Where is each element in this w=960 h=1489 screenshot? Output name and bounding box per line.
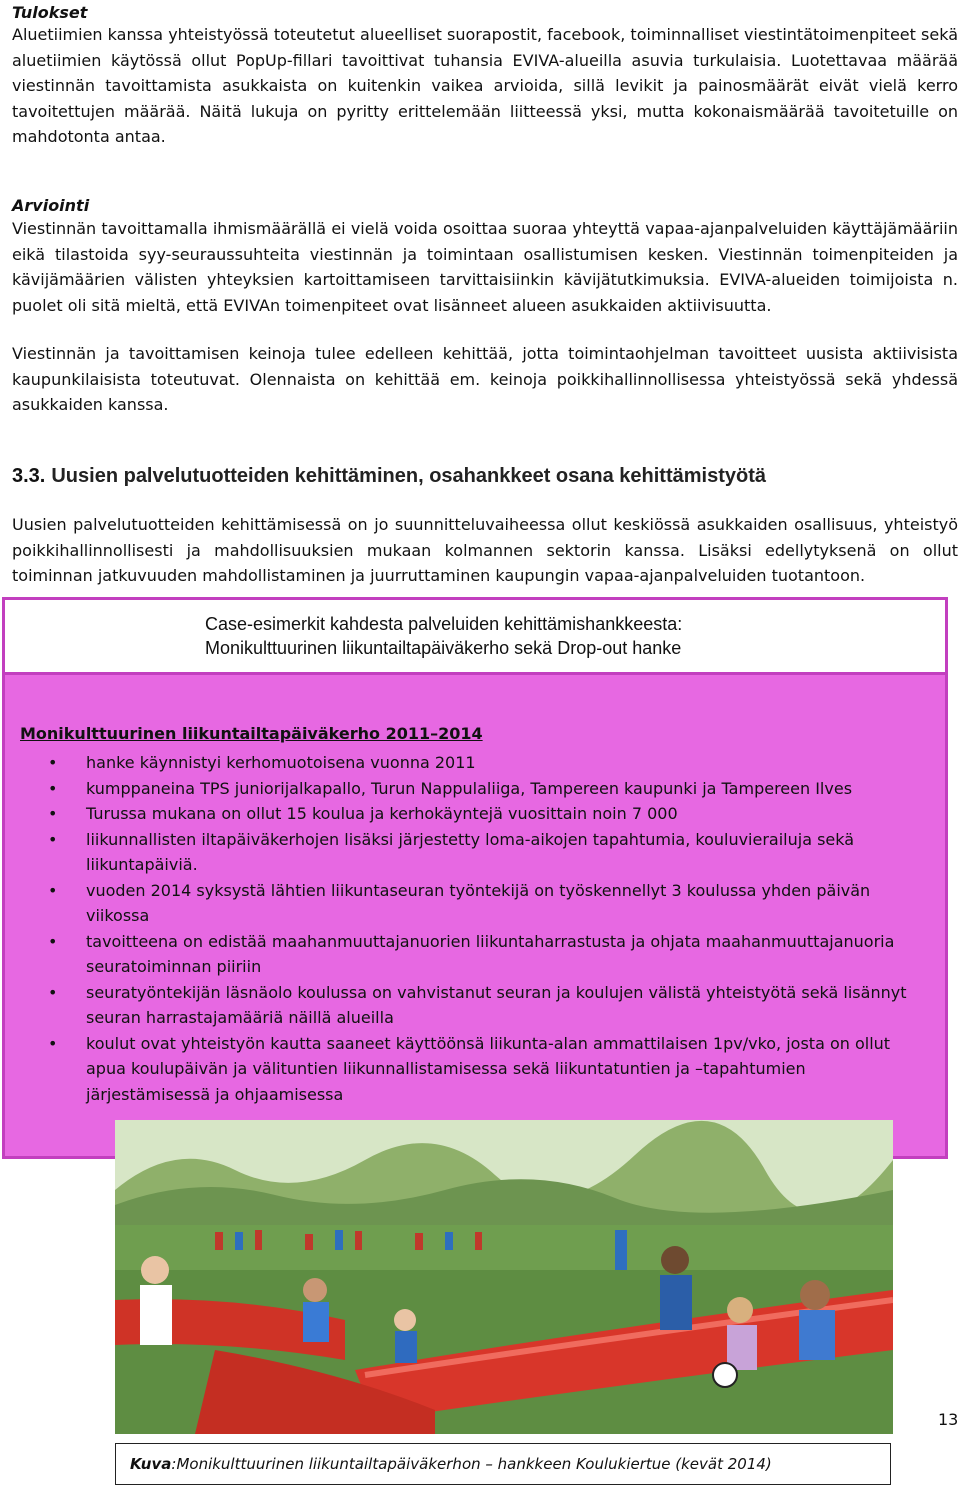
- section-heading: [12, 465, 958, 488]
- tulokset-paragraph: Aluetiimien kanssa yhteistyössä toteutetut alueelliset suorapostit, facebook, toiminnalliset viestintätoimenpiteet sekä aluetiimien käytössä ollut PopUp-fillari tavoittivat tuhansia EVIVA-alueilla asuvia turkulaisia. Luotettavaa määrää viestinnän tavoittamista asukkaista on kuitenkin vaikea arvioida, sillä levikit ja painosmäärät eivät vielä kerro tavoitettujen määrää. Näitä lukuja on pyritty erittelemään liitteessä yksi, mutta kokonaismäärää tavoitetuille on mahdotonta antaa.: [12, 25, 958, 146]
- bullet-icon: •: [48, 829, 58, 849]
- case-title-line-1: Case-esimerkit kahdesta palveluiden kehittämishankkeesta:: [205, 614, 683, 634]
- section-paragraph: Uusien palvelutuotteiden kehittämisessä on jo suunnitteluvaiheessa ollut keskiössä asukkaiden osallisuus, yhteistyö poikkihallinnollisesti ja mahdollisuuksien mukaan kolmannen sektorin kanssa. Lisäksi edellytyksenä on ollut toiminnan jatkuvuuden mahdollistaminen ja juurruttaminen kaupungin vapaa-ajanpalveluiden tuotantoon.: [12, 515, 958, 585]
- list-item: • kumppaneina TPS juniorijalkapallo, Turun Nappulaliiga, Tampereen kaupunki ja Tampereen Ilves: [48, 776, 918, 802]
- photo-caption: [115, 1443, 891, 1485]
- bullet-icon: •: [48, 931, 58, 951]
- list-item: • tavoitteena on edistää maahanmuuttajanuorien liikuntaharrastusta ja ohjata maahanmuuttajanuoria seuratoiminnan piiriin: [48, 929, 918, 980]
- list-item: • hanke käynnistyi kerhomuotoisena vuonna 2011: [48, 750, 918, 776]
- page-number: 13: [938, 1410, 959, 1429]
- bullet-icon: •: [48, 778, 58, 798]
- tulokset-heading: Tulokset: [12, 3, 88, 22]
- photo-illustration: [115, 1120, 893, 1434]
- caption-text: :Monikulttuurinen liikuntailtapäiväkerhon – hankkeen Koulukiertue (kevät 2014): [171, 1455, 772, 1473]
- kerho-bullet-list: [48, 750, 918, 1107]
- section-title: Uusien palvelutuotteiden kehittäminen, osahankkeet osana kehittämistyötä: [51, 465, 766, 487]
- kerho-heading: Monikulttuurinen liikuntailtapäiväkerho 2011–2014: [20, 724, 483, 743]
- case-title-line-2: Monikulttuurinen liikuntailtapäiväkerho sekä Drop-out hanke: [205, 638, 682, 658]
- list-item: • vuoden 2014 syksystä lähtien liikuntaseuran työntekijä on työskennellyt 3 koulussa yhden päivän viikossa: [48, 878, 918, 929]
- arviointi-paragraph-1: Viestinnän tavoittamalla ihmismäärällä ei vielä voida osoittaa suoraa yhteyttä vapaa-ajanpalveluiden käyttäjämääriin eikä tilastoida syy-seuraussuhteita viestinnän ja toimintaan osallistumisen kesken. Viestinnän toimenpiteiden ja kävijämäärien välisten yhteyksien kartoittamiseen tarvittaisiinkin kävijätutkimuksia. EVIVA-alueiden toimijoista n. puolet oli sitä mieltä, että EVIVAn toimenpiteet ovat lisänneet alueen asukkaiden aktiivisuutta.: [12, 219, 958, 315]
- list-item: • liikunnallisten iltapäiväkerhojen lisäksi järjestetty loma-aikojen tapahtumia, kouluvierailuja sekä liikuntapäiviä.: [48, 827, 918, 878]
- bullet-icon: •: [48, 982, 58, 1002]
- bullet-icon: •: [48, 753, 58, 772]
- bullet-icon: •: [48, 1033, 58, 1053]
- arviointi-heading: Arviointi: [12, 196, 90, 215]
- caption-label: Kuva: [130, 1455, 172, 1473]
- bullet-icon: •: [48, 804, 58, 823]
- list-item: • koulut ovat yhteistyön kautta saaneet käyttöönsä liikunta-alan ammattilaisen 1pv/vko, josta on ollut apua koulupäivän ja välituntien liikunnallistamisessa sekä liikuntatuntien ja –tapahtumien järjestämisessä ja ohjaamisessa: [48, 1031, 918, 1108]
- arviointi-paragraph-2: Viestinnän ja tavoittamisen keinoja tulee edelleen kehittää, jotta toimintaohjelman tavoitteet uusista aktiivisista kaupunkilaisista toteutuvat. Olennaista on kehittää em. keinoja poikkihallinnollisessa yhteistyössä sekä yhdessä asukkaiden kanssa.: [12, 344, 958, 414]
- case-title-box: [2, 597, 948, 675]
- kids-obstacle-course-photo: [115, 1120, 893, 1434]
- list-item: • Turussa mukana on ollut 15 koulua ja kerhokäyntejä vuosittain noin 7 000: [48, 801, 918, 827]
- list-item: • seuratyöntekijän läsnäolo koulussa on vahvistanut seuran ja koulujen välistä yhteistyötä sekä lisännyt seuran harrastajamääriä näillä alueilla: [48, 980, 918, 1031]
- section-number: 3.3.: [12, 465, 46, 487]
- bullet-icon: •: [48, 880, 58, 900]
